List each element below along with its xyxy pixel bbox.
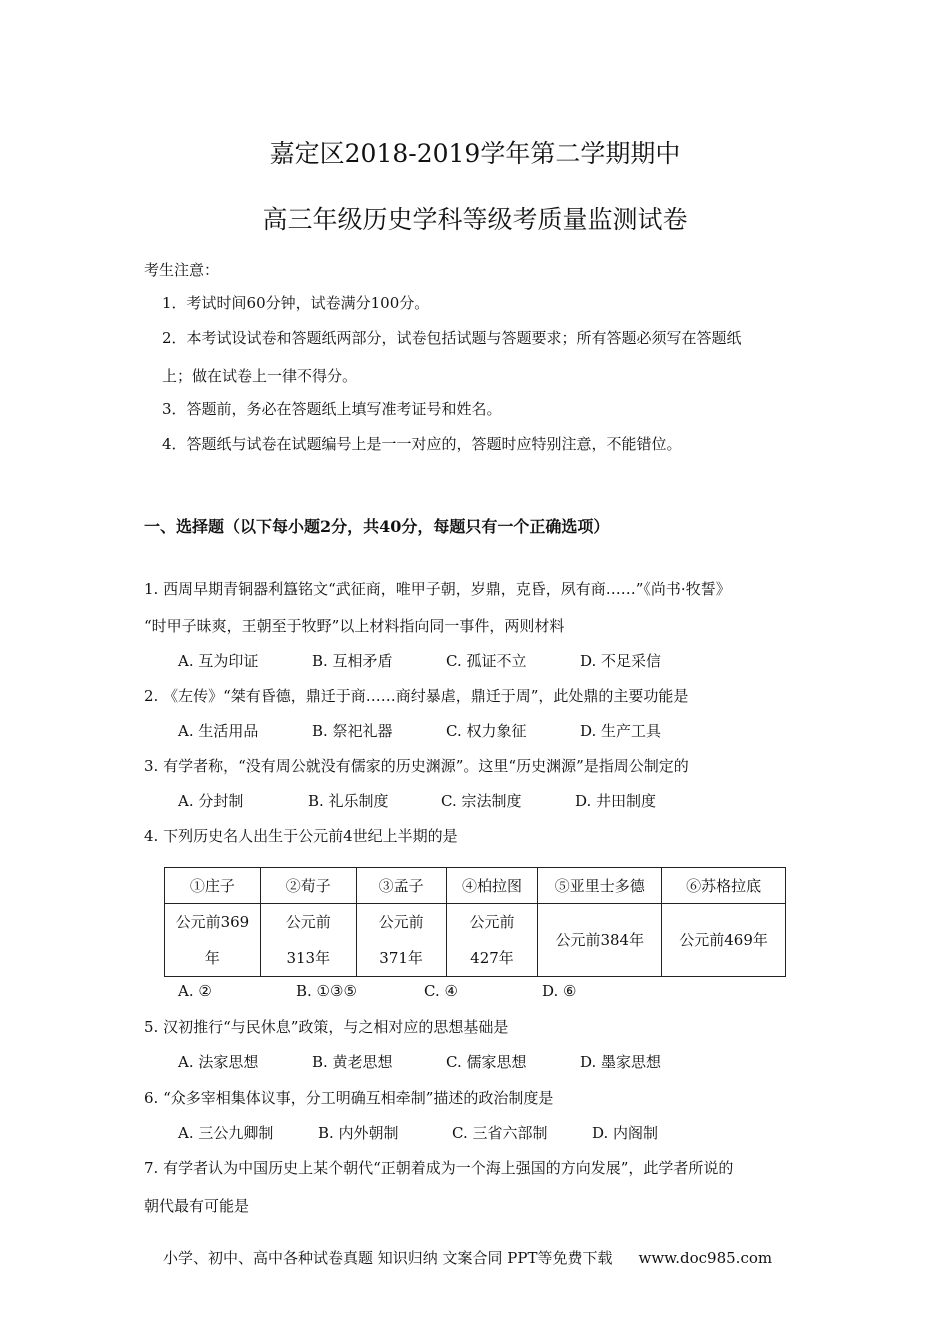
option-a[interactable]: A. 生活用品: [178, 722, 259, 740]
option-c[interactable]: C. 宗法制度: [441, 792, 522, 810]
table-header-row: [165, 868, 786, 904]
option-c[interactable]: C. 权力象征: [446, 722, 527, 740]
option-c[interactable]: C. 儒家思想: [446, 1053, 527, 1071]
notice-item-2a: 2．本考试设试卷和答题纸两部分，试卷包括试题与答题要求；所有答题必须写在答题纸: [162, 329, 742, 347]
footer-link[interactable]: www.doc985.com: [638, 1249, 773, 1267]
option-d[interactable]: D. ⑥: [542, 982, 577, 1000]
option-c[interactable]: C. ④: [424, 982, 458, 1000]
cell-line1: 公元前: [285, 913, 331, 931]
question-6-line1: 6. “众多宰相集体议事，分工明确互相牵制”描述的政治制度是: [144, 1089, 554, 1107]
question-1-line1: 1. 西周早期青铜器利簋铭文“武征商，唯甲子朝，岁鼎，克昏，夙有商……”《尚书·牧誓》: [144, 580, 731, 598]
question-5-line1: 5. 汉初推行“与民休息”政策，与之相对应的思想基础是: [144, 1018, 509, 1036]
table-cell: [446, 904, 538, 977]
table-header-cell: ⑤亚里士多德: [538, 868, 662, 904]
option-b[interactable]: B. 礼乐制度: [308, 792, 389, 810]
cell-line2: 313年: [286, 949, 331, 967]
cell-line2: 371年: [379, 949, 423, 967]
cell-line2: 年: [204, 949, 220, 967]
cell-line1: 公元前369: [175, 913, 250, 931]
table-cell: [356, 904, 446, 977]
question-7-line1: 7. 有学者认为中国历史上某个朝代“正朝着成为一个海上强国的方向发展”，此学者所说的: [144, 1159, 734, 1177]
cell-line1: 公元前: [378, 913, 424, 931]
exam-title-line2: 高三年级历史学科等级考质量监测试卷: [262, 205, 688, 234]
table-header-cell: ⑥苏格拉底: [662, 868, 786, 904]
table-cell: 公元前384年: [538, 904, 662, 977]
cell-line1: 公元前: [469, 913, 515, 931]
option-c[interactable]: C. 孤证不立: [446, 652, 527, 670]
table-header-cell: ④柏拉图: [446, 868, 538, 904]
question-7-line2: 朝代最有可能是: [144, 1197, 250, 1215]
option-a[interactable]: A. 分封制: [178, 792, 244, 810]
table-cell: [165, 904, 261, 977]
notice-heading: 考生注意：: [144, 261, 220, 279]
table-cell: [260, 904, 356, 977]
notice-item-1: 1．考试时间60分钟，试卷满分100分。: [162, 294, 430, 312]
question-2-line1: 2. 《左传》“桀有昏德，鼎迁于商……商纣暴虐，鼎迁于周”，此处鼎的主要功能是: [144, 687, 689, 705]
exam-title-line1: 嘉定区2018-2019学年第二学期期中: [269, 139, 681, 168]
question-1-line2: “时甲子昧爽，王朝至于牧野”以上材料指向同一事件，两则材料: [144, 617, 565, 635]
question-4-line1: 4. 下列历史名人出生于公元前4世纪上半期的是: [144, 827, 458, 845]
option-a[interactable]: A. 法家思想: [178, 1053, 259, 1071]
table-header-cell: ①庄子: [165, 868, 261, 904]
option-b[interactable]: B. ①③⑤: [296, 982, 357, 1000]
option-d[interactable]: D. 不足采信: [580, 652, 662, 670]
option-a[interactable]: A. 三公九卿制: [178, 1124, 274, 1142]
option-d[interactable]: D. 内阁制: [592, 1124, 659, 1142]
birth-year-table: [164, 867, 786, 977]
question-3-line1: 3. 有学者称，“没有周公就没有儒家的历史渊源”。这里“历史渊源”是指周公制定的: [144, 757, 689, 775]
option-d[interactable]: D. 墨家思想: [580, 1053, 662, 1071]
option-d[interactable]: D. 井田制度: [575, 792, 657, 810]
table-cell: 公元前469年: [662, 904, 786, 977]
footer-text: 小学、初中、高中各种试卷真题 知识归纳 文案合同 PPT等免费下载: [163, 1249, 613, 1267]
table-header-cell: ②荀子: [260, 868, 356, 904]
page-footer: [163, 1247, 772, 1268]
option-a[interactable]: A. ②: [178, 982, 212, 1000]
notice-item-2b: 上；做在试卷上一律不得分。: [162, 367, 358, 385]
table-header-cell: ③孟子: [356, 868, 446, 904]
option-a[interactable]: A. 互为印证: [178, 652, 259, 670]
option-d[interactable]: D. 生产工具: [580, 722, 662, 740]
option-b[interactable]: B. 黄老思想: [312, 1053, 393, 1071]
option-b[interactable]: B. 互相矛盾: [312, 652, 393, 670]
option-c[interactable]: C. 三省六部制: [452, 1124, 548, 1142]
option-b[interactable]: B. 祭祀礼器: [312, 722, 393, 740]
section-heading: 一、选择题（以下每小题2分，共40分，每题只有一个正确选项）: [144, 517, 610, 536]
notice-item-4: 4．答题纸与试卷在试题编号上是一一对应的，答题时应特别注意，不能错位。: [162, 435, 682, 453]
table-row: [165, 904, 786, 977]
cell-line2: 427年: [470, 949, 514, 967]
option-b[interactable]: B. 内外朝制: [318, 1124, 399, 1142]
notice-item-3: 3．答题前，务必在答题纸上填写准考证号和姓名。: [162, 400, 502, 418]
